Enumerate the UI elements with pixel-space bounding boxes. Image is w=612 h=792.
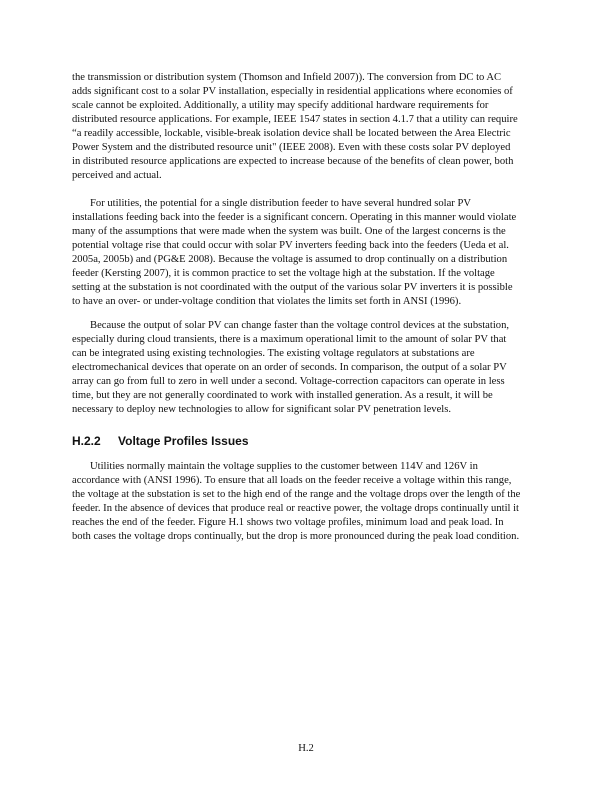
text-line: perceived and actual.	[72, 170, 162, 181]
text-line: feeder (Kersting 2007), it is common practice to set the voltage high at the substation. If the voltage	[72, 268, 495, 279]
text-line: both cases the voltage drops continually, but the drop is more pronounced during the peak load condition.	[72, 531, 520, 542]
text-line: setting at the substation is not coordinated with the output of the various solar PV inverters it is possible	[72, 282, 513, 293]
text-line: For utilities, the potential for a single distribution feeder to have several hundred solar PV	[90, 198, 471, 209]
text-line: the voltage at the substation is set to the high end of the range and the voltage drops over the length of the	[72, 489, 521, 500]
text-line: feeder. In the absence of devices that produce real or reactive power, the voltage drops continually until it	[72, 503, 519, 514]
text-line: installations feeding back into the feeder is a significant concern. Operating in this manner would violate	[72, 212, 517, 223]
text-line: many of the assumptions that were made when the system was built. One of the largest concerns is the	[72, 226, 506, 237]
section-title: Voltage Profiles Issues	[118, 434, 249, 448]
section-number: H.2.2	[72, 434, 101, 448]
text-line: accordance with (ANSI 1996). To ensure that all loads on the feeder receive a voltage within this range,	[72, 475, 512, 486]
text-line: the transmission or distribution system (Thomson and Infield 2007)). The conversion from DC to AC	[72, 72, 502, 83]
text-line: to have an over- or under-voltage condition that violates the limits set forth in ANSI (1996).	[72, 296, 462, 307]
text-line: “a readily accessible, lockable, visible-break isolation device shall be located between the Area Electric	[72, 128, 511, 139]
text-line: array can go from full to zero in well under a second. Voltage-correction capacitors can operate in less	[72, 376, 505, 387]
text-line: in distributed resource applications are expected to increase because of the benefits of clean power, both	[72, 156, 514, 167]
text-line: can be integrated using existing technologies. The existing voltage regulators at substations are	[72, 348, 475, 359]
text-line: scale cannot be exploited. Additionally, a utility may specify additional hardware requirements for	[72, 100, 489, 111]
paragraph-3	[72, 319, 548, 417]
text-line: Power System and the distributed resource unit" (IEEE 2008). Even with these costs solar PV deployed	[72, 142, 511, 153]
paragraph-4	[72, 460, 548, 544]
paragraph-1	[72, 71, 548, 183]
text-line: adds significant cost to a solar PV installation, especially in residential applications where economies of	[72, 86, 513, 97]
text-line: potential voltage rise that could occur with solar PV inverters feeding back into the feeders (Ueda et al.	[72, 240, 509, 251]
text-line: Because the output of solar PV can change faster than the voltage control devices at the substation,	[90, 320, 510, 331]
text-line: electromechanical devices that operate on an order of seconds. In comparison, the output of a solar PV	[72, 362, 507, 373]
text-line: especially during cloud transients, there is a maximum operational limit to the amount of solar PV that	[72, 334, 507, 345]
text-line: 2005a, 2005b) and (PG&E 2008). Because the voltage is assumed to drop continually on a distribution	[72, 254, 508, 265]
text-line: distributed resource applications. For example, IEEE 1547 states in section 4.1.7 that a utility can require	[72, 114, 518, 125]
text-line: Utilities normally maintain the voltage supplies to the customer between 114V and 126V in	[90, 461, 478, 472]
section-heading	[72, 434, 249, 448]
text-line: necessary to deploy new technologies to allow for significant solar PV penetration levels.	[72, 404, 452, 415]
text-line: time, but they are not generally coordinated to work with installed generation. As a result, it will be	[72, 390, 493, 401]
paragraph-2	[72, 197, 548, 309]
text-line: reaches the end of the feeder. Figure H.1 shows two voltage profiles, minimum load and peak load. In	[72, 517, 504, 528]
page-number: H.2	[298, 743, 314, 754]
